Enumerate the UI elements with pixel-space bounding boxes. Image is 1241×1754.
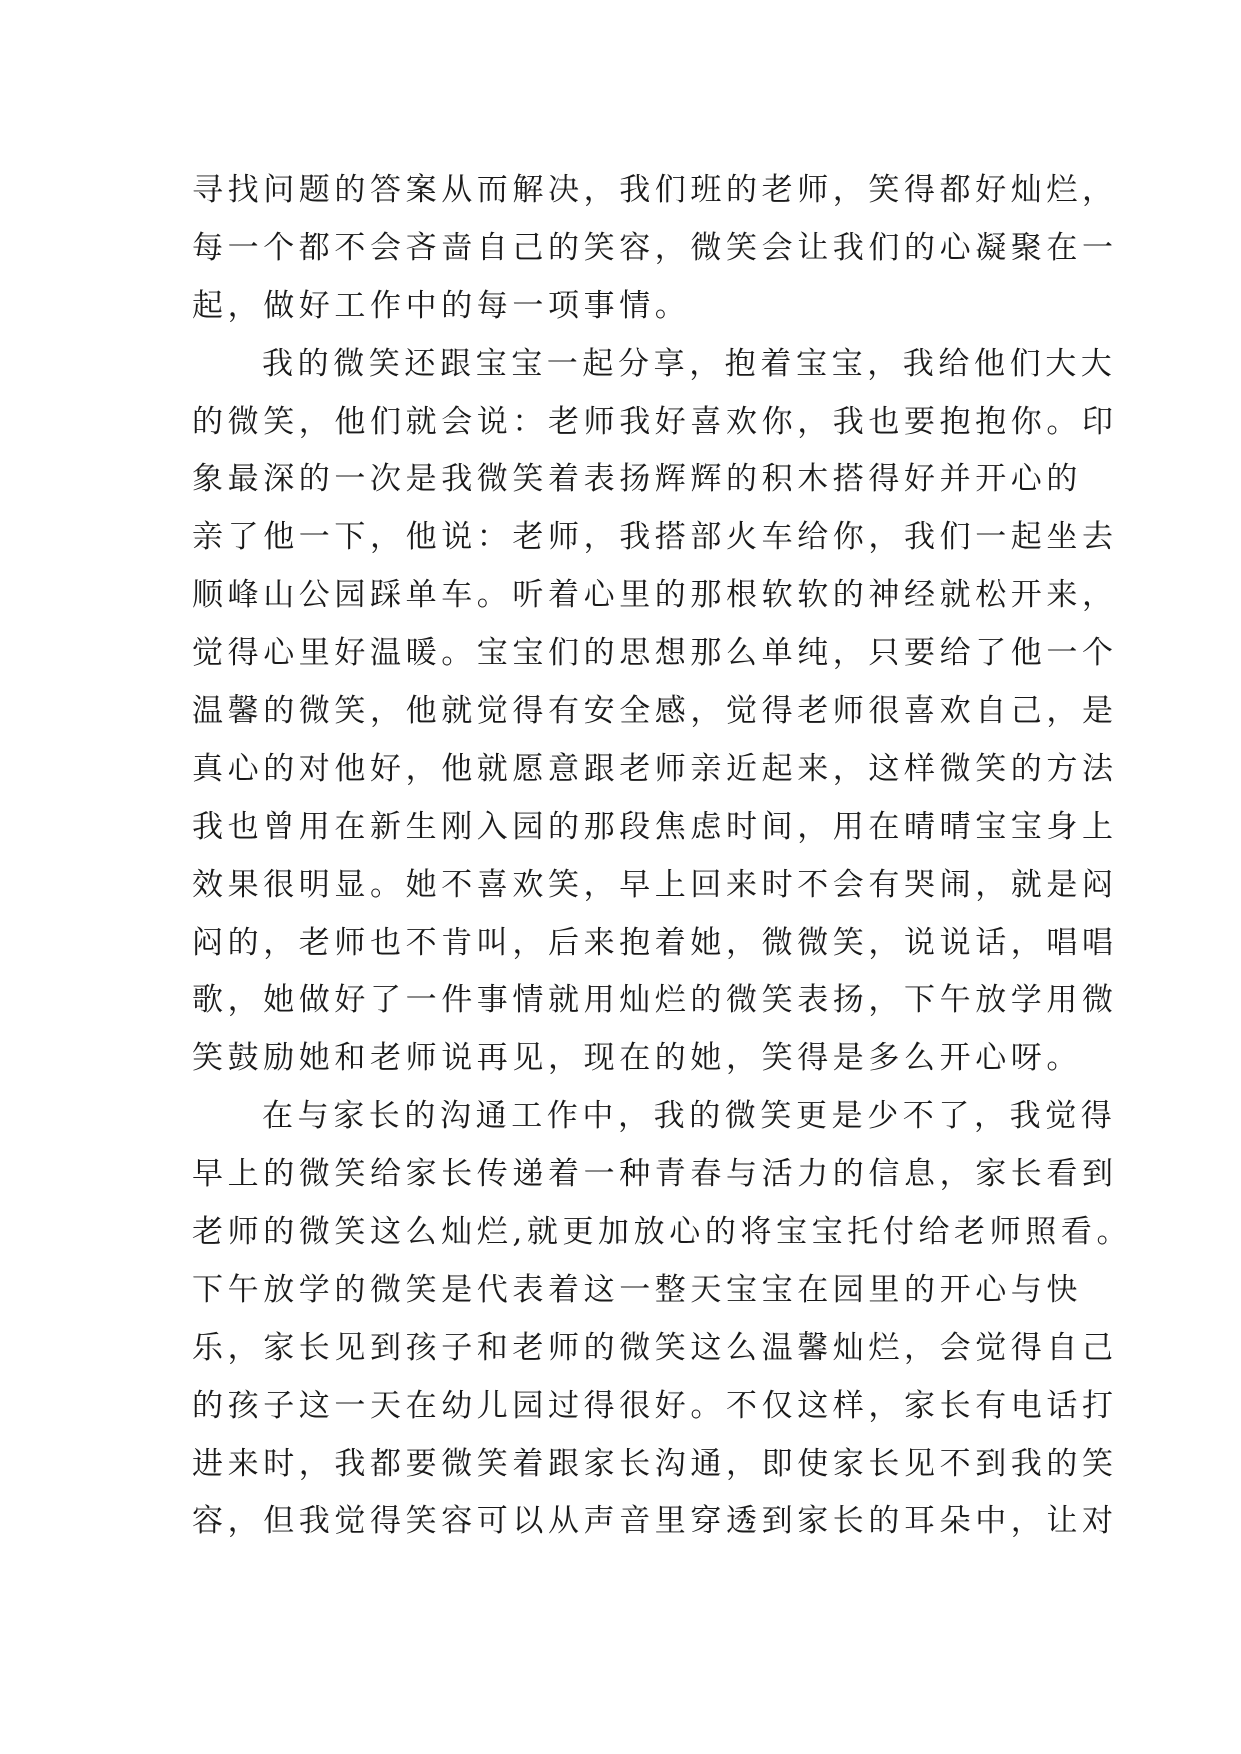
text-line: 进来时，我都要微笑着跟家长沟通，即使家长见不到我的笑 [192,1445,1118,1482]
text-line: 的微笑，他们就会说：老师我好喜欢你，我也要抱抱你。印 [192,403,1118,440]
text-line: 容，但我觉得笑容可以从声音里穿透到家长的耳朵中，让对 [192,1503,1118,1540]
paragraph-first-line: 我的微笑还跟宝宝一起分享，抱着宝宝，我给他们大大 [262,345,1117,382]
text-line: 下午放学的微笑是代表着这一整天宝宝在园里的开心与快 [192,1271,1082,1308]
paragraph-first-line: 在与家长的沟通工作中，我的微笑更是少不了，我觉得 [262,1098,1117,1135]
text-line: 起，做好工作中的每一项事情。 [192,287,691,324]
text-line: 亲了他一下，他说：老师，我搭部火车给你，我们一起坐去 [192,519,1118,556]
text-line: 闷的，老师也不肯叫，后来抱着她，微微笑，说说话，唱唱 [192,924,1118,961]
text-line: 每一个都不会吝啬自己的笑容，微笑会让我们的心凝聚在一 [192,229,1118,266]
text-line: 老师的微笑这么灿烂,就更加放心的将宝宝托付给老师照看。 [192,1214,1133,1251]
text-line: 我也曾用在新生刚入园的那段焦虑时间，用在晴晴宝宝身上 [192,808,1118,845]
text-line: 温馨的微笑，他就觉得有安全感，觉得老师很喜欢自己，是 [192,693,1118,730]
text-line: 寻找问题的答案从而解决，我们班的老师，笑得都好灿烂， [192,172,1118,208]
text-line: 乐，家长见到孩子和老师的微笑这么温馨灿烂，会觉得自己 [192,1329,1118,1366]
text-line: 效果很明显。她不喜欢笑，早上回来时不会有哭闹，就是闷 [192,866,1118,903]
text-line: 象最深的一次是我微笑着表扬辉辉的积木搭得好并开心的 [192,461,1082,498]
text-line: 真心的对他好，他就愿意跟老师亲近起来，这样微笑的方法 [192,750,1118,787]
text-line: 顺峰山公园踩单车。听着心里的那根软软的神经就松开来， [192,577,1118,614]
text-line: 歌，她做好了一件事情就用灿烂的微笑表扬，下午放学用微 [192,982,1118,1019]
text-line: 的孩子这一天在幼儿园过得很好。不仅这样，家长有电话打 [192,1387,1118,1424]
text-line: 觉得心里好温暖。宝宝们的思想那么单纯，只要给了他一个 [192,635,1118,672]
text-line: 笑鼓励她和老师说再见，现在的她，笑得是多么开心呀。 [192,1040,1082,1077]
body-text [192,162,1133,1551]
text-line: 早上的微笑给家长传递着一种青春与活力的信息，家长看到 [192,1156,1118,1193]
